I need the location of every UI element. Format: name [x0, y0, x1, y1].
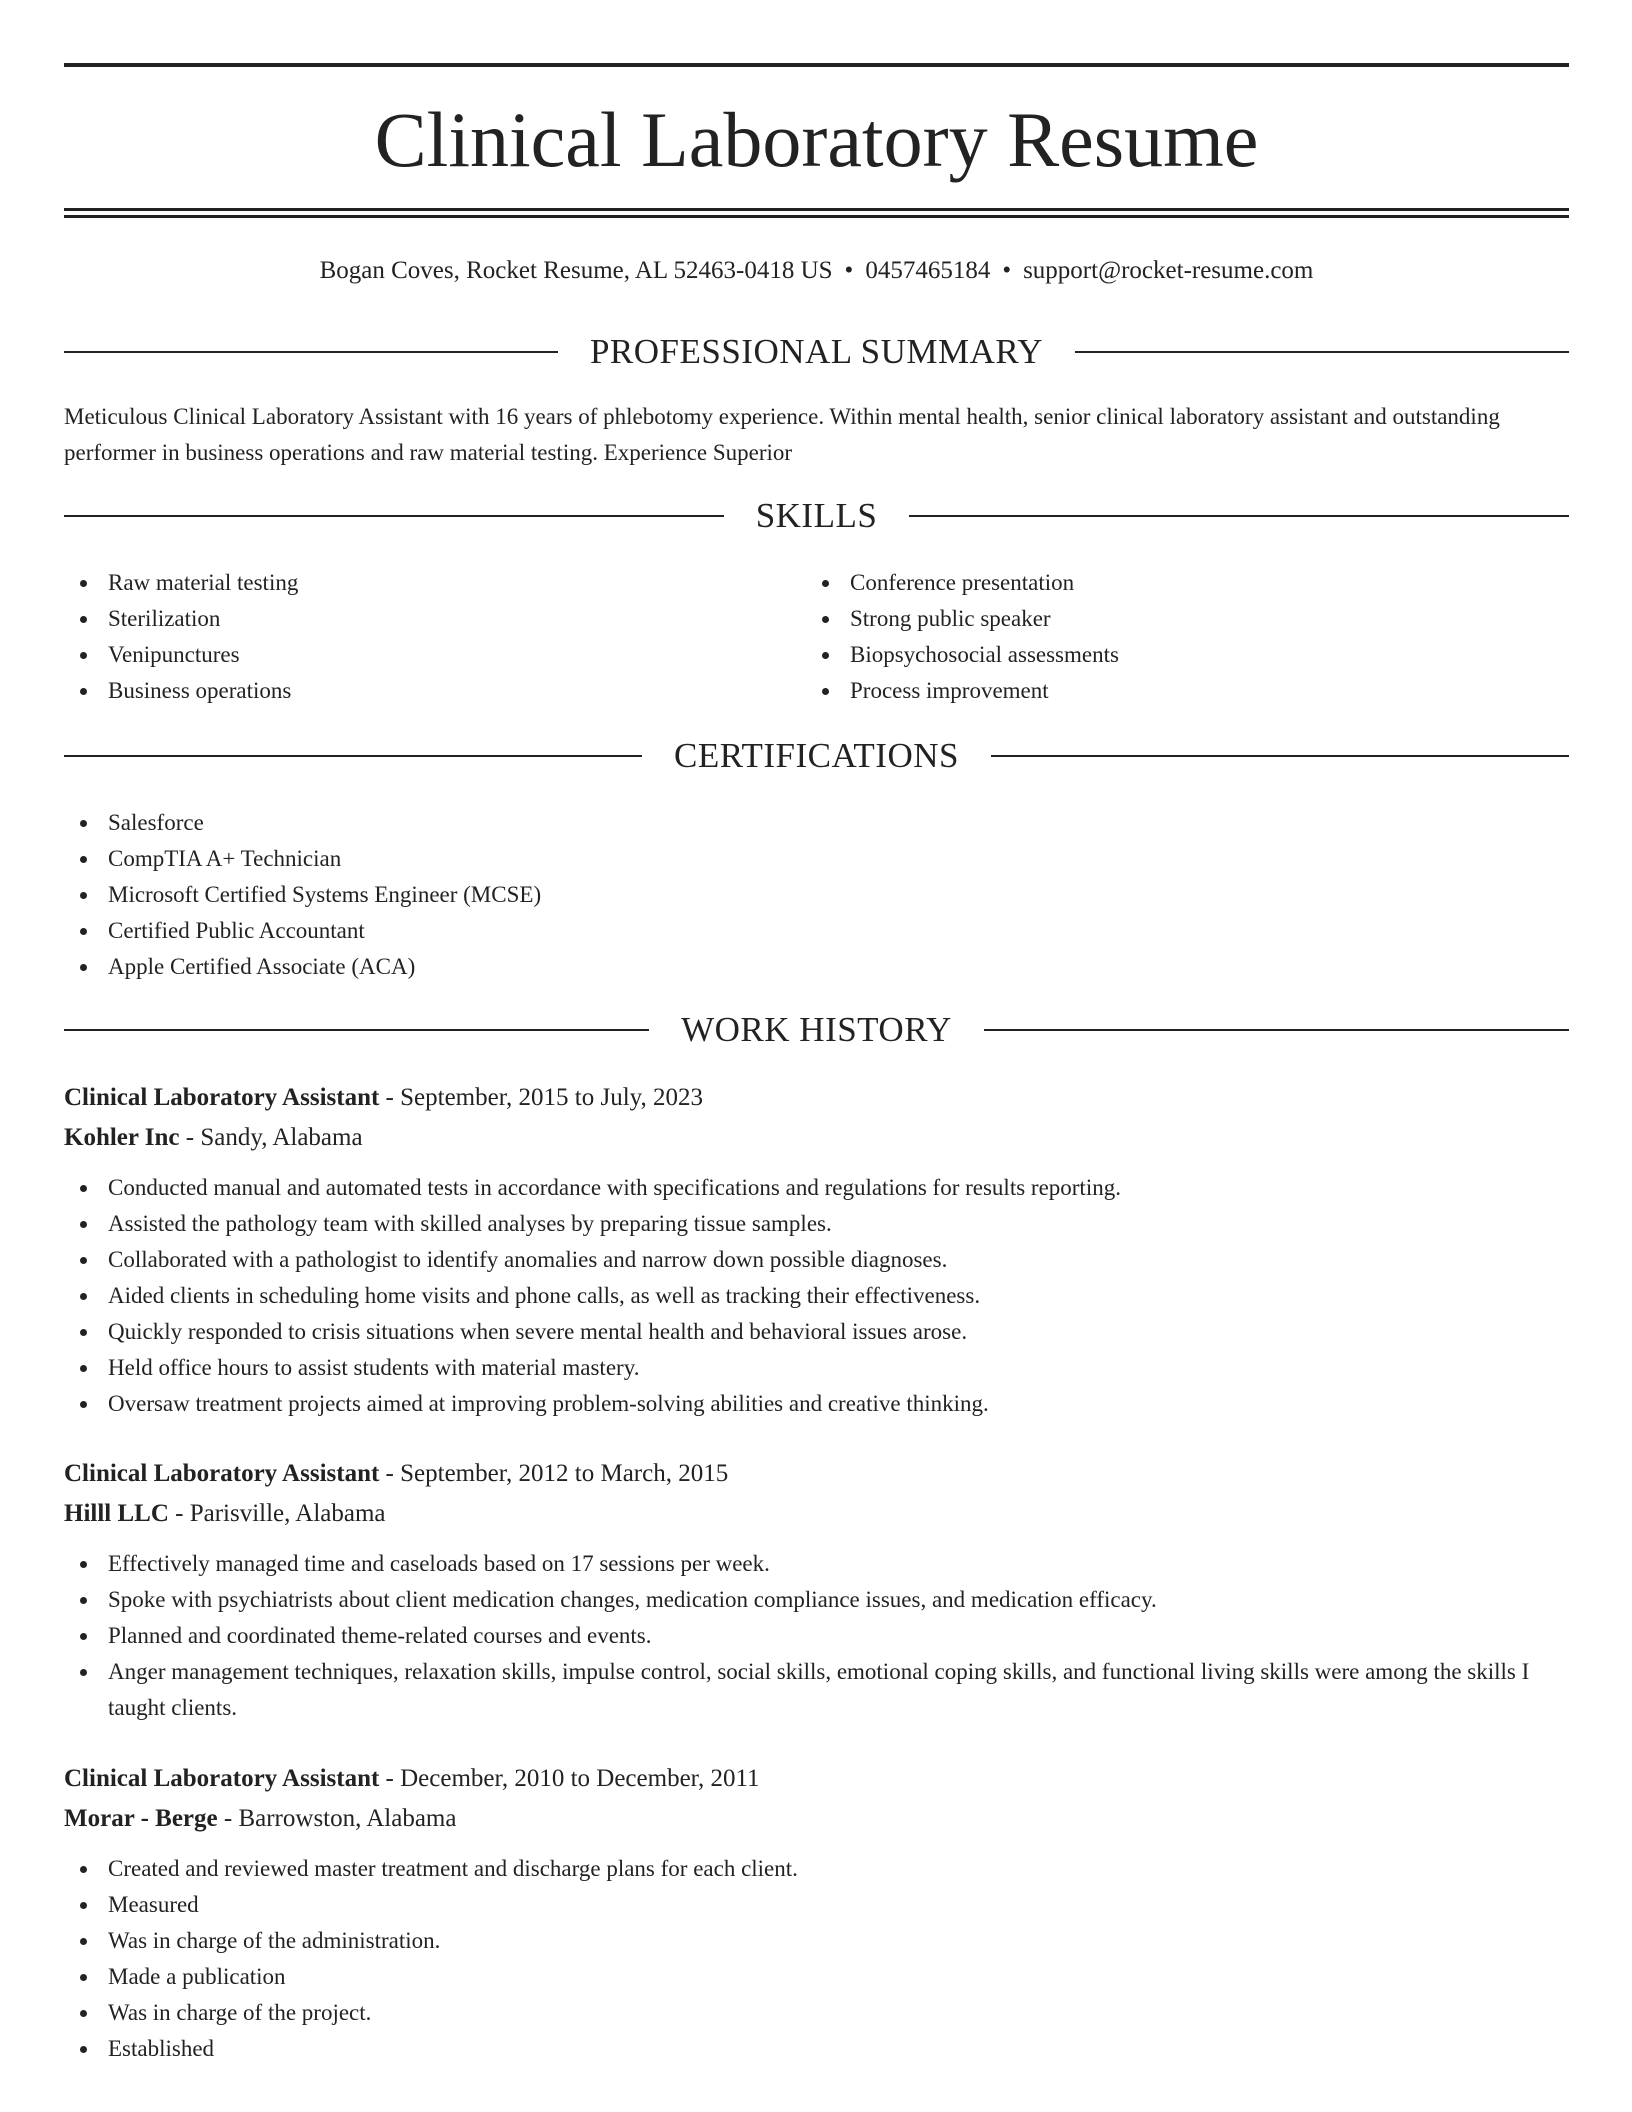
list-item [64, 565, 804, 601]
list-item [64, 1887, 1569, 1923]
section-heading-summary [64, 330, 1569, 374]
contact-line [64, 253, 1569, 289]
duty-text: Was in charge of the administration. [108, 1928, 441, 1953]
bullet-icon [80, 892, 87, 899]
duty-text: Aided clients in scheduling home visits and phone calls, as well as tracking their effectiveness. [108, 1283, 981, 1308]
list-item [64, 1582, 1569, 1618]
list-item [64, 1314, 1569, 1350]
top-rule [64, 63, 1569, 67]
job-dates: - September, 2015 to July, 2023 [385, 1084, 704, 1111]
list-item [64, 1654, 1569, 1726]
job-company: Hilll LLC [64, 1500, 169, 1527]
bullet-icon [80, 1365, 87, 1372]
job-location: - Barrowston, Alabama [223, 1805, 457, 1832]
bullet-icon [80, 1669, 87, 1676]
skill-text: Sterilization [108, 606, 221, 631]
bullet-icon [80, 1293, 87, 1300]
list-item [806, 673, 1546, 709]
divider-line [909, 515, 1569, 517]
job-title: Clinical Laboratory Assistant [64, 1460, 380, 1487]
list-item [64, 949, 1569, 985]
bullet-icon [80, 1938, 87, 1945]
list-item [64, 1851, 1569, 1887]
list-item [64, 1350, 1569, 1386]
duty-text: Was in charge of the project. [108, 2000, 372, 2025]
bullet-icon [80, 2010, 87, 2017]
bullet-icon [80, 1974, 87, 1981]
duty-text: Made a publication [108, 1964, 286, 1989]
skill-text: Biopsychosocial assessments [850, 642, 1119, 667]
list-item [64, 1995, 1569, 2031]
divider-line [984, 1029, 1569, 1031]
duty-text: Spoke with psychiatrists about client medication changes, medication compliance issues, and medication efficacy. [108, 1587, 1157, 1612]
divider-line [64, 351, 558, 353]
duty-text: Conducted manual and automated tests in accordance with specifications and regulations for results reporting. [108, 1175, 1121, 1200]
job-entry [64, 1454, 1569, 1726]
job-duties-list [64, 1170, 1569, 1422]
job-company-line [64, 1494, 1569, 1534]
duty-text: Collaborated with a pathologist to identify anomalies and narrow down possible diagnoses. [108, 1247, 948, 1272]
job-company-line [64, 1799, 1569, 1839]
section-title: PROFESSIONAL SUMMARY [589, 332, 1044, 371]
bullet-icon [80, 1902, 87, 1909]
list-item [64, 877, 1569, 913]
divider-line [64, 755, 642, 757]
divider-line [64, 1029, 649, 1031]
list-item [64, 673, 804, 709]
duty-text: Established [108, 2036, 215, 2061]
certification-text: CompTIA A+ Technician [108, 846, 342, 871]
skill-text: Venipunctures [108, 642, 240, 667]
bullet-icon [80, 1257, 87, 1264]
certification-text: Apple Certified Associate (ACA) [108, 954, 416, 979]
certification-text: Salesforce [108, 810, 204, 835]
section-title: SKILLS [755, 496, 878, 535]
job-title-line [64, 1078, 1569, 1118]
divider-line [991, 755, 1569, 757]
job-title-line [64, 1759, 1569, 1799]
contact-address: Bogan Coves, Rocket Resume, AL 52463-0418 US [319, 257, 833, 284]
job-entry [64, 1078, 1569, 1422]
certification-text: Microsoft Certified Systems Engineer (MCSE) [108, 882, 542, 907]
list-item [64, 1206, 1569, 1242]
bullet-icon [80, 1185, 87, 1192]
list-item [64, 1618, 1569, 1654]
list-item [64, 1278, 1569, 1314]
bullet-icon [80, 1401, 87, 1408]
skill-text: Conference presentation [850, 570, 1075, 595]
list-item [64, 637, 804, 673]
section-title: CERTIFICATIONS [674, 736, 959, 775]
job-company: Morar - Berge [64, 1805, 218, 1832]
certifications-list [64, 805, 1569, 985]
bullet-icon [822, 580, 829, 587]
duty-text: Measured [108, 1892, 199, 1917]
list-item [64, 2031, 1569, 2067]
skill-text: Process improvement [850, 678, 1049, 703]
list-item [64, 1546, 1569, 1582]
resume-title: Clinical Laboratory Resume [374, 96, 1259, 183]
list-item [64, 841, 1569, 877]
bullet-icon [80, 616, 87, 623]
contact-email: support@rocket-resume.com [1023, 257, 1314, 284]
list-item [64, 1959, 1569, 1995]
list-item [64, 1923, 1569, 1959]
section-heading-skills [64, 494, 1569, 538]
bullet-icon [80, 1866, 87, 1873]
job-company-line [64, 1118, 1569, 1158]
skill-text: Business operations [108, 678, 292, 703]
job-title-line [64, 1454, 1569, 1494]
job-title: Clinical Laboratory Assistant [64, 1084, 380, 1111]
bullet-icon [80, 856, 87, 863]
contact-separator: • [1002, 257, 1012, 284]
bullet-icon [80, 2046, 87, 2053]
list-item [64, 1242, 1569, 1278]
list-item [806, 637, 1546, 673]
job-duties-list [64, 1851, 1569, 2067]
list-item [64, 1170, 1569, 1206]
bullet-icon [80, 928, 87, 935]
bullet-icon [80, 1561, 87, 1568]
list-item [806, 601, 1546, 637]
bullet-icon [80, 1597, 87, 1604]
skills-column-left [64, 565, 804, 709]
list-item [64, 601, 804, 637]
job-entry [64, 1759, 1569, 2067]
list-item [64, 805, 1569, 841]
skills-column-right [806, 565, 1546, 709]
certification-text: Certified Public Accountant [108, 918, 365, 943]
job-duties-list [64, 1546, 1569, 1726]
contact-separator: • [844, 257, 854, 284]
bullet-icon [822, 688, 829, 695]
duty-text: Planned and coordinated theme-related courses and events. [108, 1623, 652, 1648]
duty-text: Created and reviewed master treatment and discharge plans for each client. [108, 1856, 798, 1881]
bullet-icon [80, 820, 87, 827]
job-title: Clinical Laboratory Assistant [64, 1765, 380, 1792]
duty-text: Oversaw treatment projects aimed at improving problem-solving abilities and creative thinking. [108, 1391, 989, 1416]
job-location: - Sandy, Alabama [185, 1124, 363, 1151]
skill-text: Raw material testing [108, 570, 299, 595]
job-dates: - September, 2012 to March, 2015 [385, 1460, 729, 1487]
summary-paragraph: Meticulous Clinical Laboratory Assistant with 16 years of phlebotomy experience. Within mental health, senior clinical laboratory assistant and outstanding performer in business operations and raw material testing. Experience Superior [64, 404, 1500, 465]
contact-phone: 0457465184 [865, 257, 991, 284]
duty-text: Quickly responded to crisis situations when severe mental health and behavioral issues arose. [108, 1319, 968, 1344]
duty-text: Anger management techniques, relaxation skills, impulse control, social skills, emotional coping skills, and functional living skills were among the skills I taught clients. [108, 1659, 1530, 1720]
list-item [64, 913, 1569, 949]
list-item [64, 1386, 1569, 1422]
bullet-icon [822, 616, 829, 623]
divider-line [64, 515, 724, 517]
duty-text: Held office hours to assist students with material mastery. [108, 1355, 640, 1380]
bullet-icon [80, 964, 87, 971]
bullet-icon [80, 1221, 87, 1228]
bullet-icon [822, 652, 829, 659]
skill-text: Strong public speaker [850, 606, 1051, 631]
duty-text: Effectively managed time and caseloads based on 17 sessions per week. [108, 1551, 770, 1576]
job-location: - Parisville, Alabama [175, 1500, 386, 1527]
title-double-rule [64, 208, 1569, 218]
section-heading-work-history [64, 1008, 1569, 1052]
job-company: Kohler Inc [64, 1124, 180, 1151]
section-heading-certifications [64, 734, 1569, 778]
list-item [806, 565, 1546, 601]
bullet-icon [80, 688, 87, 695]
duty-text: Assisted the pathology team with skilled analyses by preparing tissue samples. [108, 1211, 832, 1236]
bullet-icon [80, 1329, 87, 1336]
section-title: WORK HISTORY [681, 1010, 952, 1049]
bullet-icon [80, 580, 87, 587]
bullet-icon [80, 652, 87, 659]
job-dates: - December, 2010 to December, 2011 [385, 1765, 760, 1792]
bullet-icon [80, 1633, 87, 1640]
divider-line [1075, 351, 1569, 353]
